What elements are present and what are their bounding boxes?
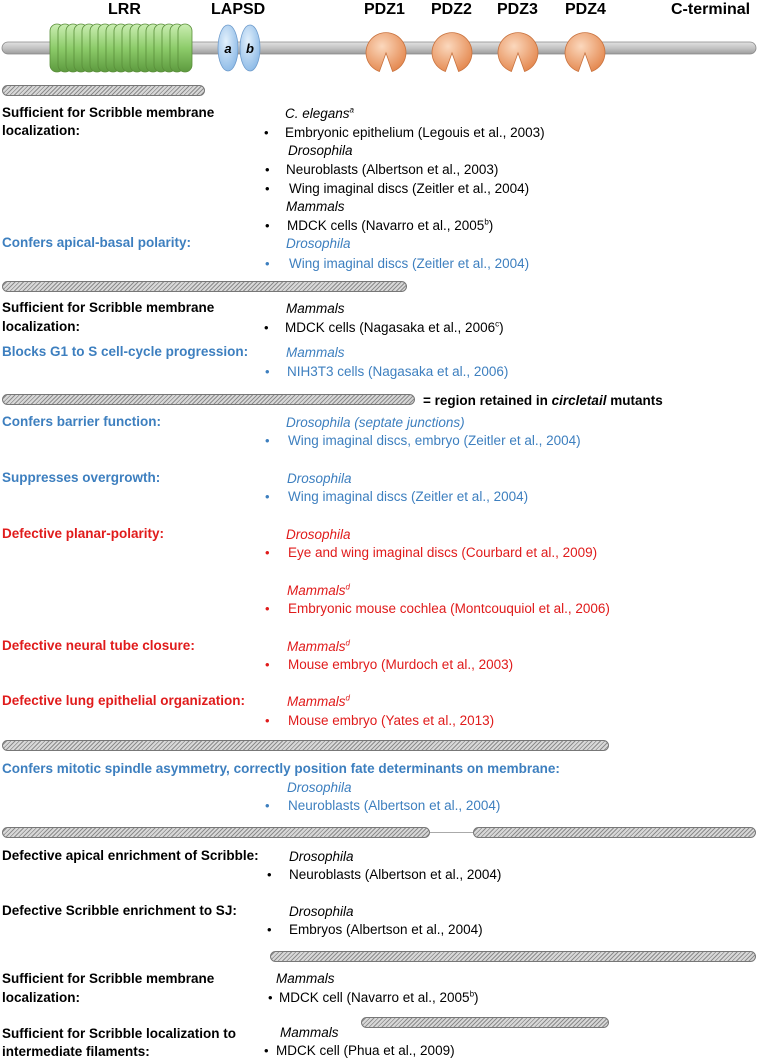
s3-item-eye-wing: Eye and wing imaginal discs (Courbard et al., 2009) [288, 545, 598, 560]
s1-label-apical-basal: Confers apical-basal polarity: [2, 235, 192, 250]
pdz2-title: PDZ2 [431, 1, 472, 18]
s5-label-sj: Defective Scribble enrichment to SJ: [2, 903, 237, 918]
s7-label-line2: intermediate filaments: [2, 1044, 150, 1059]
s4-item-neuroblasts: Neuroblasts (Albertson et al., 2004) [288, 798, 501, 813]
bullet: • [265, 181, 270, 196]
s3-item-mouse-embryo: Mouse embryo (Murdoch et al., 2003) [288, 657, 514, 672]
s2-label-g1-s: Blocks G1 to S cell-cycle progression: [2, 344, 249, 359]
s3-organism-drosophila-2: Drosophila [287, 471, 352, 486]
lrr-title: LRR [108, 1, 141, 18]
s3-label-barrier: Confers barrier function: [2, 414, 162, 429]
pdz4-title: PDZ4 [565, 1, 606, 18]
s6-item-mdck: MDCK cell (Navarro et al., 2005$^b$) [279, 989, 479, 1005]
s3-label-overgrowth: Suppresses overgrowth: [2, 470, 161, 485]
s1-organism-drosophila-2: Drosophila [286, 236, 351, 251]
bullet: • [267, 922, 272, 937]
region-bar-to-pdz4 [2, 740, 609, 751]
s3-organism-mammals: Mammals$^d$ [287, 582, 350, 598]
s5-label-apical: Defective apical enrichment of Scribble: [2, 848, 259, 863]
region-bar-lrr [2, 85, 205, 96]
bullet: • [265, 364, 270, 379]
bullet: • [265, 713, 270, 728]
bullet: • [265, 601, 270, 616]
lapsd-title: LAPSD [211, 1, 266, 18]
s3-organism-drosophila-3: Drosophila [286, 527, 351, 542]
region-bar-part2 [473, 827, 756, 838]
s5-item-neuroblasts: Neuroblasts (Albertson et al., 2004) [289, 867, 502, 882]
s6-organism-mammals: Mammals [276, 971, 335, 986]
s1-label-line2: localization: [2, 123, 81, 138]
bullet: • [265, 657, 270, 672]
bullet: • [265, 162, 270, 177]
s1-label-line1: Sufficient for Scribble membrane [2, 105, 215, 120]
region-bar-part1 [2, 827, 430, 838]
s3-item-wing-discs: Wing imaginal discs (Zeitler et al., 2004) [288, 489, 529, 504]
s1-organism-mammals: Mammals [286, 199, 345, 214]
s3-organism-mammals-2: Mammals$^d$ [287, 638, 350, 654]
s2-label-line2: localization: [2, 319, 81, 334]
bullet: • [264, 320, 269, 335]
bullet: • [265, 256, 270, 271]
bullet: • [267, 867, 272, 882]
c-terminal-title: C-terminal [671, 1, 751, 18]
bullet: • [265, 218, 270, 233]
s3-label-planar-polarity: Defective planar-polarity: [2, 526, 165, 541]
pdz4-domain [565, 33, 605, 72]
lrr-domain [50, 24, 192, 72]
s1-organism-celegans: C. elegans$^a$ [285, 105, 354, 121]
region-bar-pdz3-4 [361, 1017, 609, 1028]
s6-label-line2: localization: [2, 990, 81, 1005]
bullet: • [268, 990, 273, 1005]
bullet: • [264, 1043, 269, 1058]
region-bar-pdz [270, 951, 756, 962]
s1-item-wing-discs-2: Wing imaginal discs (Zeitler et al., 2004) [289, 256, 530, 271]
s4-organism-drosophila: Drosophila [287, 780, 352, 795]
region-bar-lrr-lapsd [2, 281, 407, 292]
pdz1-domain [366, 33, 406, 72]
s5-organism-drosophila-2: Drosophila [289, 904, 354, 919]
bullet: • [265, 433, 270, 448]
s7-label-line1: Sufficient for Scribble localization to [2, 1026, 237, 1041]
s1-organism-drosophila: Drosophila [288, 143, 353, 158]
s3-label-neural-tube: Defective neural tube closure: [2, 638, 195, 653]
s2-label-line1: Sufficient for Scribble membrane [2, 300, 215, 315]
bullet: • [265, 545, 270, 560]
s3-organism-drosophila-sj: Drosophila (septate junctions) [286, 415, 465, 430]
s1-item-wing-discs: Wing imaginal discs (Zeitler et al., 2004) [289, 181, 530, 196]
deletion-gap-line [430, 832, 473, 833]
region-bar-circletail [2, 394, 415, 405]
s3-label-lung: Defective lung epithelial organization: [2, 693, 246, 708]
pdz1-title: PDZ1 [364, 1, 405, 18]
s2-organism-mammals: Mammals [286, 301, 345, 316]
s1-item-mdck: MDCK cells (Navarro et al., 2005$^b$) [287, 217, 494, 233]
bullet: • [265, 489, 270, 504]
s1-item-neuroblasts: Neuroblasts (Albertson et al., 2003) [286, 162, 499, 177]
pdz2-domain [432, 33, 472, 72]
lapsd-a-letter: a [224, 41, 232, 56]
s2-item-mdck: MDCK cells (Nagasaka et al., 2006$^c$) [285, 319, 504, 335]
pdz3-title: PDZ3 [497, 1, 538, 18]
s3-organism-mammals-3: Mammals$^d$ [287, 693, 350, 709]
pdz3-domain [498, 33, 538, 72]
bullet: • [265, 798, 270, 813]
lapsd-b-letter: b [246, 41, 254, 56]
s1-item-embryonic-epithelium: Embryonic epithelium (Legouis et al., 2003) [285, 125, 545, 140]
s2-item-nih3t3: NIH3T3 cells (Nagasaka et al., 2006) [287, 364, 509, 379]
s6-label-line1: Sufficient for Scribble membrane [2, 971, 215, 986]
s7-item-mdck: MDCK cell (Phua et al., 2009) [276, 1043, 455, 1058]
s3-item-wing-embryo: Wing imaginal discs, embryo (Zeitler et al., 2004) [288, 433, 581, 448]
s2-organism-mammals-2: Mammals [286, 345, 345, 360]
bullet: • [264, 125, 269, 140]
s5-item-embryos: Embryos (Albertson et al., 2004) [289, 922, 483, 937]
s4-label-spindle: Confers mitotic spindle asymmetry, correctly position fate determinants on membrane: [2, 761, 560, 776]
circletail-note: = region retained in circletail mutants [423, 393, 663, 408]
s3-item-cochlea: Embryonic mouse cochlea (Montcouquiol et al., 2006) [288, 601, 610, 616]
s7-organism-mammals: Mammals [280, 1025, 339, 1040]
s5-organism-drosophila: Drosophila [289, 849, 354, 864]
s3-item-mouse-embryo-2: Mouse embryo (Yates et al., 2013) [288, 713, 495, 728]
